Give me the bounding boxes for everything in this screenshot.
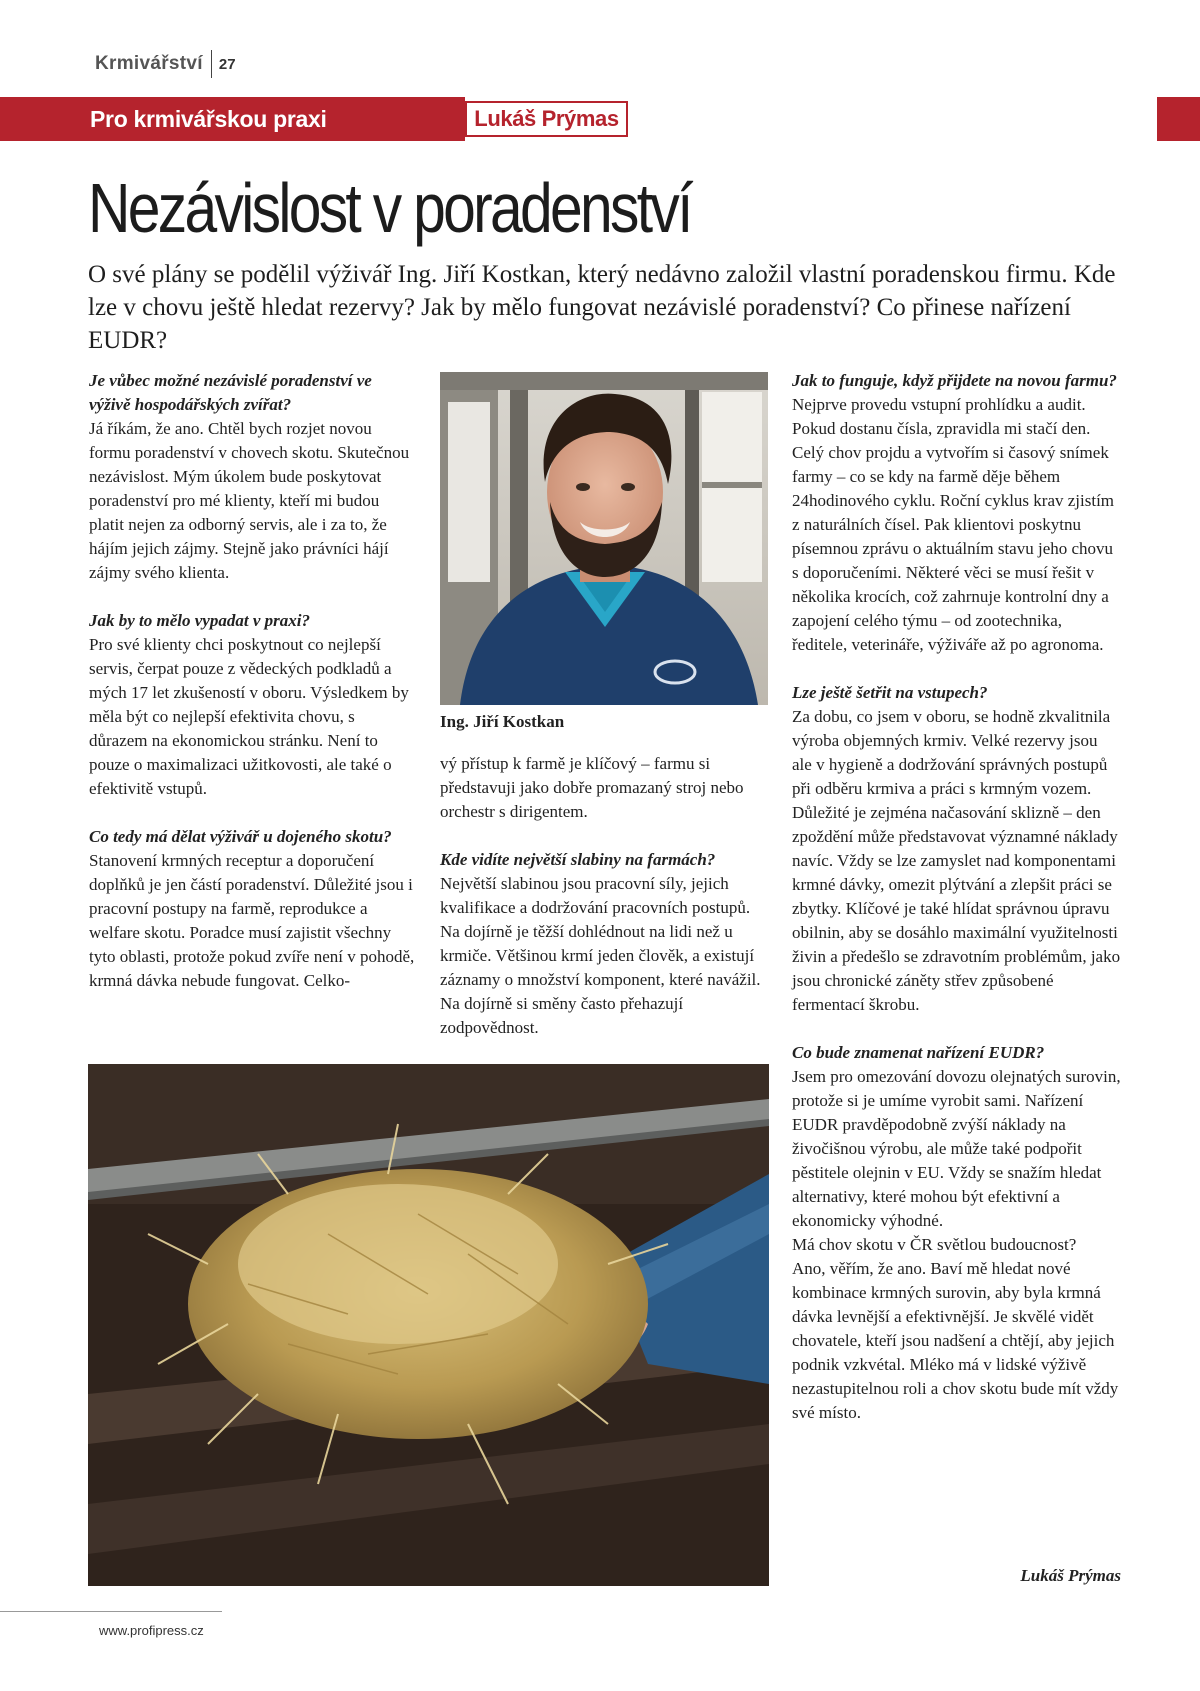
photo-caption: Ing. Jiří Kostkan: [440, 712, 565, 731]
answer: Nejprve provedu vstupní prohlídku a audit. Pokud dostanu čísla, zpravidla mi stačí den. Celý chov projdu a vytvořím si časový snímek farmy – co se kdy na farmě děje během 24hodinového cyklu. Roční cyklus krav zjistím z naturálních čísel. Pak klientovi poskytnu písemnou zprávu o aktuálním stavu jeho chovu s doporučeními. Některé věci se musí řešit v několika krocích, což zahrnuje kontrolní dny a zapojení celého týmu – od zootechnika, ředitele, veterináře, výživáře až po agronoma.: [792, 395, 1115, 654]
answer: Ano, věřím, že ano. Baví mě hledat nové kombinace krmných surovin, aby byla krmná dávka levnější a efektivnější. Je skvělé vidět chovatele, kteří jsou nadšení a chtějí, aby jejich podnik vzkvétal. Mléko má v lidské výživě nezastupitelnou roli a chov skotu bude mít vždy své místo.: [792, 1259, 1119, 1422]
answer: Pro své klienty chci poskytnout co nejlepší servis, čerpat pouze z vědeckých podkladů a mých 17 let zkušeností v oboru. Výsledkem by měla být co nejlepší efektivita chovu, s důrazem na ekonomickou stránku. Není to pouze o maximalizaci užitkovosti, ale také o efektivitě vstupů.: [89, 635, 409, 798]
footer-rule: [0, 1611, 222, 1612]
question: Jak by to mělo vypadat v praxi?: [89, 611, 310, 630]
question: Co bude znamenat nařízení EUDR?: [792, 1043, 1045, 1062]
text-column-2: [440, 752, 765, 1040]
author-name: Lukáš Prýmas: [474, 106, 619, 131]
article-lead: O své plány se podělil výživář Ing. Jiří Kostkan, který nedávno založil vlastní poradenskou firmu. Kde lze v chovu ještě hledat rezervy? Jak by mělo fungovat nezávislé poradenství? Co přinese nařízení EUDR?: [88, 261, 1116, 354]
answer: Největší slabinou jsou pracovní síly, jejich kvalifikace a dodržování pracovních postupů. Na dojírně je těžší dohlédnout na lidi než u krmiče. Většinou krmí jeden člověk, a existují záznamy o množství komponent, které navážil. Na dojírně si směny často přehazují zodpovědnost.: [440, 874, 761, 1037]
text-column-1: [89, 369, 416, 993]
answer: Jsem pro omezování dovozu olejnatých surovin, protože si je umíme vyrobit sami. Nařízení EUDR pravděpodobně zvýší náklady na živočišnou výrobu, ale může také podpořit pěstitele olejnin v EU. Vždy se snažím hledat alternativy, které mohou být efektivní a ekonomicky výhodné.: [792, 1067, 1121, 1230]
author-signature: Lukáš Prýmas: [1020, 1566, 1121, 1585]
question: Co tedy má dělat výživář u dojeného skotu?: [89, 827, 392, 846]
page-edge-tab: [1157, 97, 1200, 141]
page-number: 27: [218, 55, 236, 73]
section-name: Krmivářství: [95, 53, 203, 74]
article-title: Nezávislost v poradenství: [88, 169, 691, 247]
author-box: [465, 101, 628, 137]
text-column-3: [792, 369, 1121, 1425]
rubric-label: Pro krmivářskou praxi: [90, 106, 327, 132]
answer: Já říkám, že ano. Chtěl bych rozjet novou formu poradenství v chovech skotu. Skutečnou nezávislost. Mým úkolem bude poskytovat poradenství pro mé klienty, kteří mi budou platit nejen za odborný servis, ale i za to, že hájím jejich zájmy. Stejně jako právníci hájí zájmy svého klienta.: [89, 419, 410, 582]
question: Je vůbec možné nezávislé poradenství ve výživě hospodářských zvířat?: [89, 371, 372, 414]
answer: Stanovení krmných receptur a doporučení doplňků je jen částí poradenství. Důležité jsou i pracovní postupy na farmě, reprodukce a welfare skotu. Poradce musí zajistit všechny tyto oblasti, protože pokud zvíře není v pohodě, krmná dávka nebude fungovat. Celko-: [89, 851, 415, 990]
question: Jak to funguje, když přijdete na novou farmu?: [792, 371, 1117, 390]
question: Lze ještě šetřit na vstupech?: [792, 683, 988, 702]
question-inline: Má chov skotu v ČR světlou budoucnost?: [792, 1235, 1077, 1254]
running-head: [95, 50, 236, 78]
portrait-photo: [440, 372, 768, 705]
running-head-divider: [211, 50, 212, 78]
hay-photo: [88, 1064, 769, 1586]
question: Kde vidíte největší slabiny na farmách?: [440, 850, 716, 869]
footer-url: www.profipress.cz: [99, 1623, 204, 1638]
answer: Za dobu, co jsem v oboru, se hodně zkvalitnila výroba objemných krmiv. Velké rezervy jsou ale v hygieně a dodržování správných postupů při odběru krmiva a práci s krmným vozem. Důležité je zejména načasování sklizně – den zpoždění může představovat významné náklady navíc. Vždy se lze zamyslet nad komponentami krmné dávky, omezit plýtvání a zlepšit práci se zbytky. Klíčové je také hlídat správnou úpravu obilnin, aby se dosáhlo maximální využitelnosti živin a předešlo se zdravotním problémům, jako jsou chronické záněty střev způsobené fermentací škrobu.: [792, 707, 1121, 1014]
answer: vý přístup k farmě je klíčový – farmu si představuji jako dobře promazaný stroj nebo orchestr s dirigentem.: [440, 754, 744, 821]
